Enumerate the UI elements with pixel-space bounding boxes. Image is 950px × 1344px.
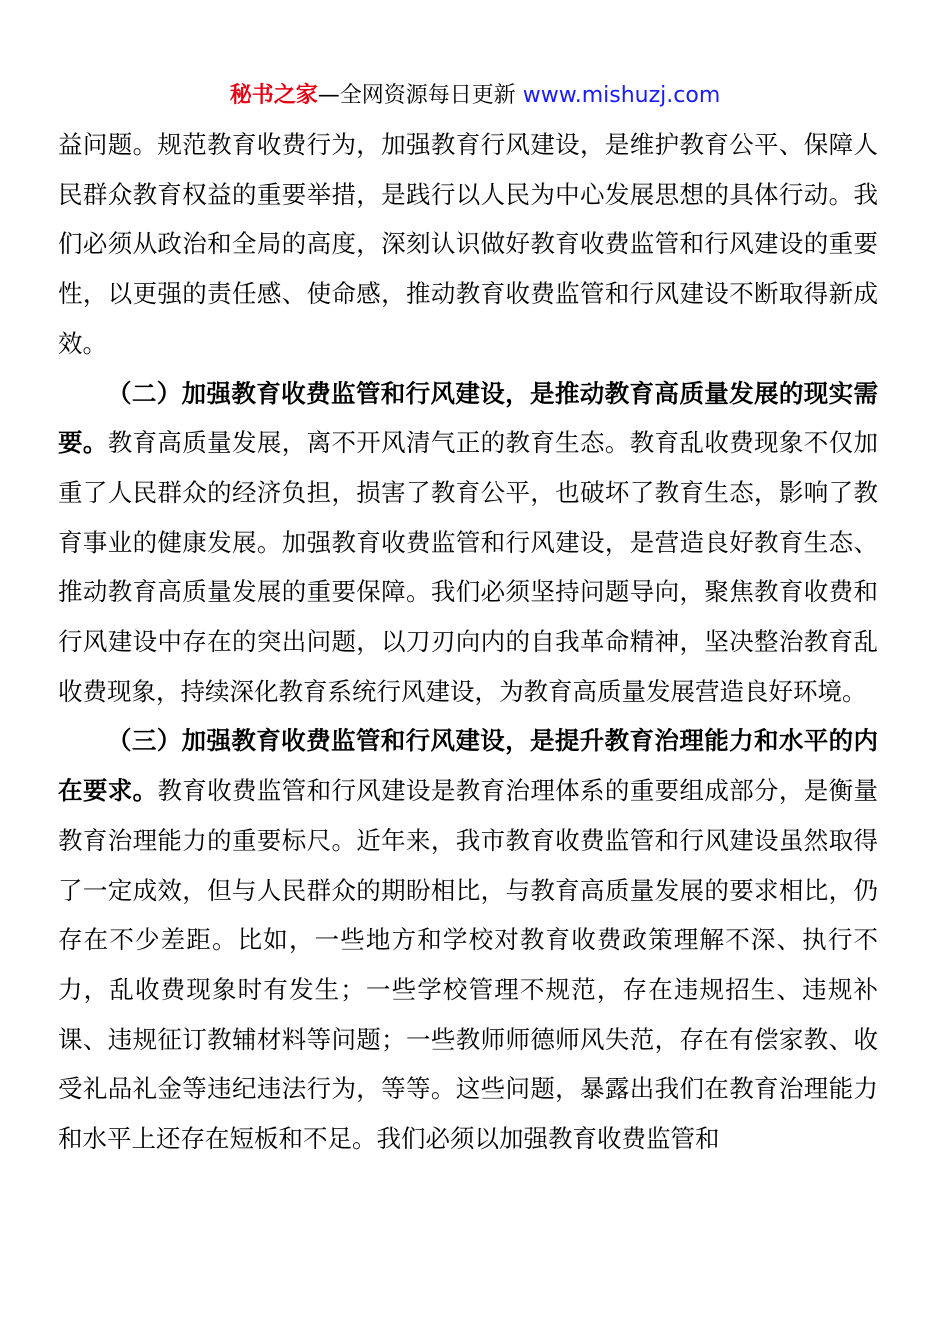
section-heading: （三）加强教育收费监管和行风建设，是提升教育治理能力和水平的内在要求。 bbox=[58, 726, 878, 806]
paragraph-text: 教育高质量发展，离不开风清气正的教育生态。教育乱收费现象不仅加重了人民群众的经济负担，损害了教育公平，也破坏了教育生态，影响了教育事业的健康发展。加强教育收费监管和行风建设，是营造良好教育生态、推动教育高质量发展的重要保障。我们必须坚持问题导向，聚焦教育收费和行风建设中存在的突出问题，以刀刃向内的自我革命精神，坚决整治教育乱收费现象，持续深化教育系统行风建设，为教育高质量发展营造良好环境。 bbox=[58, 428, 878, 706]
page-header bbox=[0, 80, 950, 112]
paragraph-section-three bbox=[58, 716, 878, 1163]
header-tagline: —全网资源每日更新 bbox=[317, 83, 523, 108]
header-brand: 秘书之家 bbox=[229, 83, 318, 108]
paragraph-continuation bbox=[58, 120, 878, 369]
paragraph-text: 教育收费监管和行风建设是教育治理体系的重要组成部分，是衡量教育治理能力的重要标尺。近年来，我市教育收费监管和行风建设虽然取得了一定成效，但与人民群众的期盼相比，与教育高质量发展的要求相比，仍存在不少差距。比如，一些地方和学校对教育收费政策理解不深、执行不力，乱收费现象时有发生；一些学校管理不规范，存在违规招生、违规补课、违规征订教辅材料等问题；一些教师师德师风失范，存在有偿家教、收受礼品礼金等违纪违法行为，等等。这些问题，暴露出我们在教育治理能力和水平上还存在短板和不足。我们必须以加强教育收费监管和 bbox=[58, 776, 878, 1154]
document-body bbox=[58, 120, 878, 1164]
section-heading: （二）加强教育收费监管和行风建设，是推动教育高质量发展的现实需要。 bbox=[58, 378, 878, 458]
header-url[interactable]: www.mishuzj.com bbox=[522, 83, 721, 108]
paragraph-text: 益问题。规范教育收费行为，加强教育行风建设，是维护教育公平、保障人民群众教育权益的重要举措，是践行以人民为中心发展思想的具体行动。我们必须从政治和全局的高度，深刻认识做好教育收费监管和行风建设的重要性，以更强的责任感、使命感，推动教育收费监管和行风建设不断取得新成效。 bbox=[58, 130, 878, 358]
paragraph-section-two bbox=[58, 369, 878, 717]
